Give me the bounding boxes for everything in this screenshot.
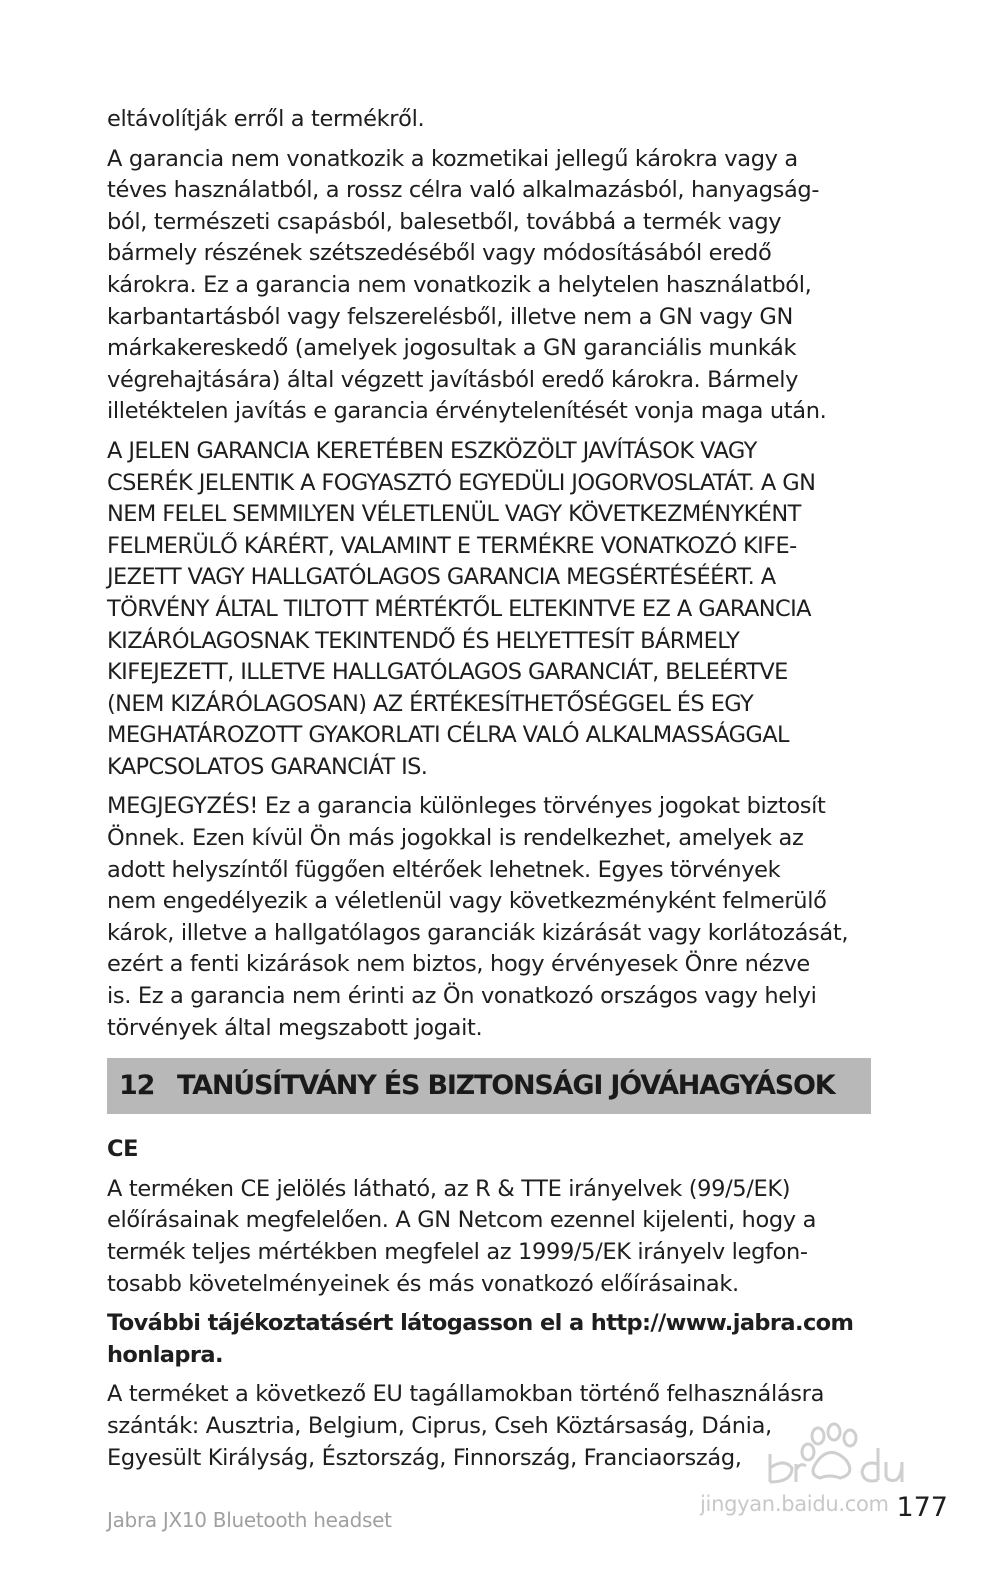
paragraph-warranty-exclusions: A garancia nem vonatkozik a kozmetikai jellegű károkra vagy a téves használatból, a rossz célra való alkalmazásból, hanyagság- ból, természeti csapásból, balesetből, továbbá a termék vagy bármely részének szétszedéséből vagy módosításából eredő károkra. Ez a garancia nem vonatkozik a helytelen használatból, karbantartásból vagy felszerelésből, illetve nem a GN vagy GN márkakereskedő (amelyek jogosultak a GN garanciális munkák végrehajtására) által végzett javításból eredő károkra. Bármely illetéktelen javítás e garancia érvénytelenítését vonja maga után.	[107, 145, 827, 425]
document-page	[107, 104, 871, 1482]
section-heading	[107, 1058, 871, 1114]
eu-countries-paragraph: A terméket a következő EU tagállamokban történő felhasználásra szánták: Ausztria, Belgium, Ciprus, Cseh Köztársaság, Dánia, Egyesült Királyság, Észtország, Finnország, Franciaország,	[107, 1381, 825, 1471]
section-number: 12	[119, 1070, 155, 1102]
page-number: 177	[896, 1492, 948, 1523]
paragraph-note: MEGJEGYZÉS! Ez a garancia különleges törvényes jogokat biztosít Önnek. Ezen kívül Ön más jogokkal is rendelkezhet, amelyek az adott helyszíntől függően eltérőek lehetnek. Egyes törvények nem engedélyezik a véletlenül vagy következményként felmerülő károk, illetve a hallgatólagos garanciák kizárását vagy korlátozását, ezért a fenti kizárások nem biztos, hogy érvényesek Önre nézve is. Ez a garancia nem érinti az Ön vonatkozó országos vagy helyi törvények által megszabott jogait.	[107, 793, 849, 1041]
ce-paragraph: A terméken CE jelölés látható, az R & TTE irányelvek (99/5/EK) előírásainak megfelelően. A GN Netcom ezennel kijelenti, hogy a termék teljes mértékben megfelel az 1999/5/EK irányelv legfon- tosabb követelményeinek és más vonatkozó előírásainak.	[107, 1175, 817, 1297]
baidu-paw-logo-icon	[700, 1418, 930, 1498]
ce-heading: CE	[107, 1136, 139, 1163]
paragraph-warranty-removal: eltávolítják erről a termékről.	[107, 106, 425, 132]
footer-product-name: Jabra JX10 Bluetooth headset	[107, 1508, 392, 1532]
paragraph-warranty-caps: A JELEN GARANCIA KERETÉBEN ESZKÖZÖLT JAVÍTÁSOK VAGY CSERÉK JELENTIK A FOGYASZTÓ EGYEDÜLI JOGORVOSLATÁT. A GN NEM FELEL SEMMILYEN VÉLETLENÜL VAGY KÖVETKEZMÉNYKÉNT FELMERÜLŐ KÁRÉRT, VALAMINT E TERMÉKRE VONATKOZÓ KIFE- JEZETT VAGY HALLGATÓLAGOS GARANCIA MEGSÉRTÉSÉÉRT. A TÖRVÉNY ÁLTAL TILTOTT MÉRTÉKTŐL ELTEKINTVE EZ A GARANCIA KIZÁRÓLAGOSNAK TEKINTENDŐ ÉS HELYETTESÍT BÁRMELY KIFEJEZETT, ILLETVE HALLGATÓLAGOS GARANCIÁT, BELEÉRTVE (NEM KIZÁRÓLAGOSAN) AZ ÉRTÉKESÍTHETŐSÉGGEL ÉS EGY MEGHATÁROZOTT GYAKORLATI CÉLRA VALÓ ALKALMASSÁGGAL KAPCSOLATOS GARANCIÁT IS.	[107, 437, 816, 780]
section-title: TANÚSÍTVÁNY ÉS BIZTONSÁGI JÓVÁHAGYÁSOK	[177, 1070, 835, 1102]
watermark-url: jingyan.baidu.com	[700, 1492, 889, 1516]
baidu-watermark	[700, 1418, 930, 1530]
info-link-paragraph: További tájékoztatásért látogasson el a http://www.jabra.com honlapra.	[107, 1310, 854, 1368]
